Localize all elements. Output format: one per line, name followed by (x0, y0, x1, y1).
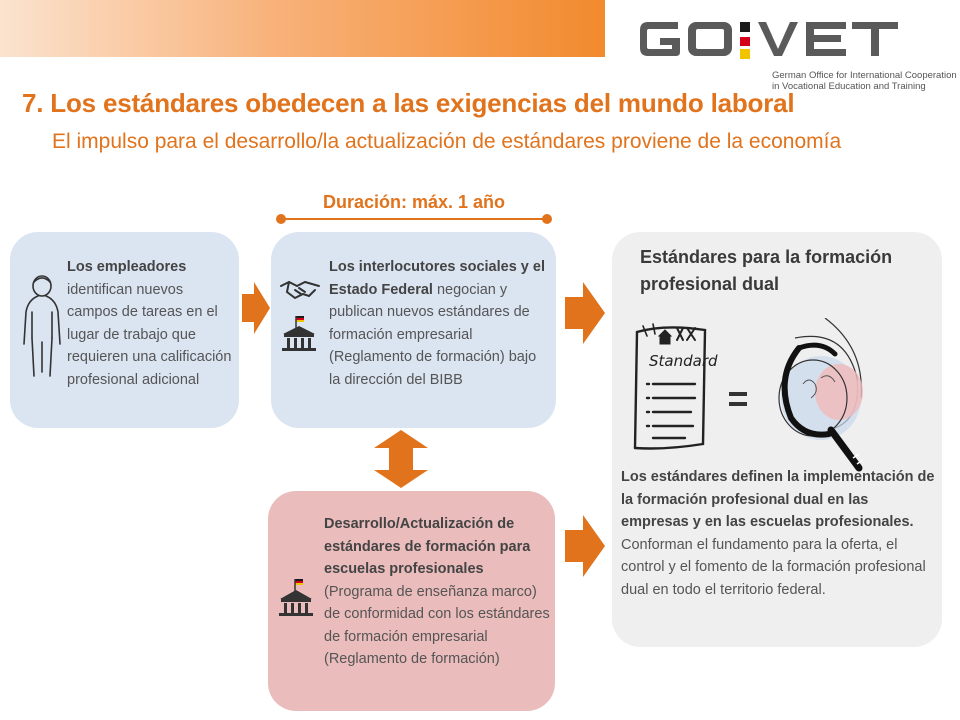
duration-line (280, 218, 548, 220)
social-partners-text: Los interlocutores sociales y el Estado Federal negocian y publican nuevos estándares de formación empresarial (Reglamento de formación) bajo la dirección del BIBB (329, 259, 545, 388)
standards-illustration (625, 318, 895, 478)
double-arrow-vertical-icon (372, 430, 430, 488)
page-subtitle: El impulso para el desarrollo/la actualización de estándares proviene de la economía (52, 130, 842, 153)
equals-sign (729, 392, 747, 406)
arrow-right-icon (565, 515, 605, 577)
duration-indicator (276, 190, 552, 230)
vocational-schools-box (268, 491, 555, 711)
govet-logo (636, 14, 957, 94)
duration-label: Duración: máx. 1 año (322, 192, 506, 212)
standards-heading: Estándares para la formación profesional dual (640, 247, 893, 294)
government-building-icon (279, 314, 319, 354)
header-gradient-bar (0, 0, 605, 57)
standard-document-icon (635, 324, 718, 449)
arrow-right-icon (565, 282, 605, 344)
standards-text: Los estándares definen la implementación de la formación profesional dual en las empresas y en las escuelas profesionales. Conforman el fundamento para la oferta, el control y el fomento de la formación profesional dual en todo el territorio federal. (621, 469, 935, 598)
school-building-icon (276, 577, 316, 619)
employers-box (10, 232, 239, 428)
handshake-icon (279, 276, 321, 302)
govet-logo-mark (636, 14, 916, 62)
duration-start-dot (276, 214, 286, 224)
employers-text: Los empleadores identifican nuevos campos de tareas en el lugar de trabajo que requieren una calificación profesional adicional (67, 259, 232, 388)
person-sketch-icon (18, 272, 64, 382)
vocational-schools-text: Desarrollo/Actualización de estándares de formación para escuelas profesionales (Programa de enseñanza marco) de conformidad con los estándares de formación empresarial (Reglamento de formación) (324, 516, 550, 667)
magnifying-glass-icon (779, 318, 863, 468)
social-partners-box (271, 232, 556, 428)
arrow-right-icon (242, 282, 270, 334)
govet-logo-subtitle: German Office for International Cooperation in Vocational Education and Training (772, 70, 957, 92)
page-title: 7. Los estándares obedecen a las exigencias del mundo laboral (22, 88, 795, 118)
duration-end-dot (542, 214, 552, 224)
svg-text:Standard: Standard (649, 352, 718, 370)
